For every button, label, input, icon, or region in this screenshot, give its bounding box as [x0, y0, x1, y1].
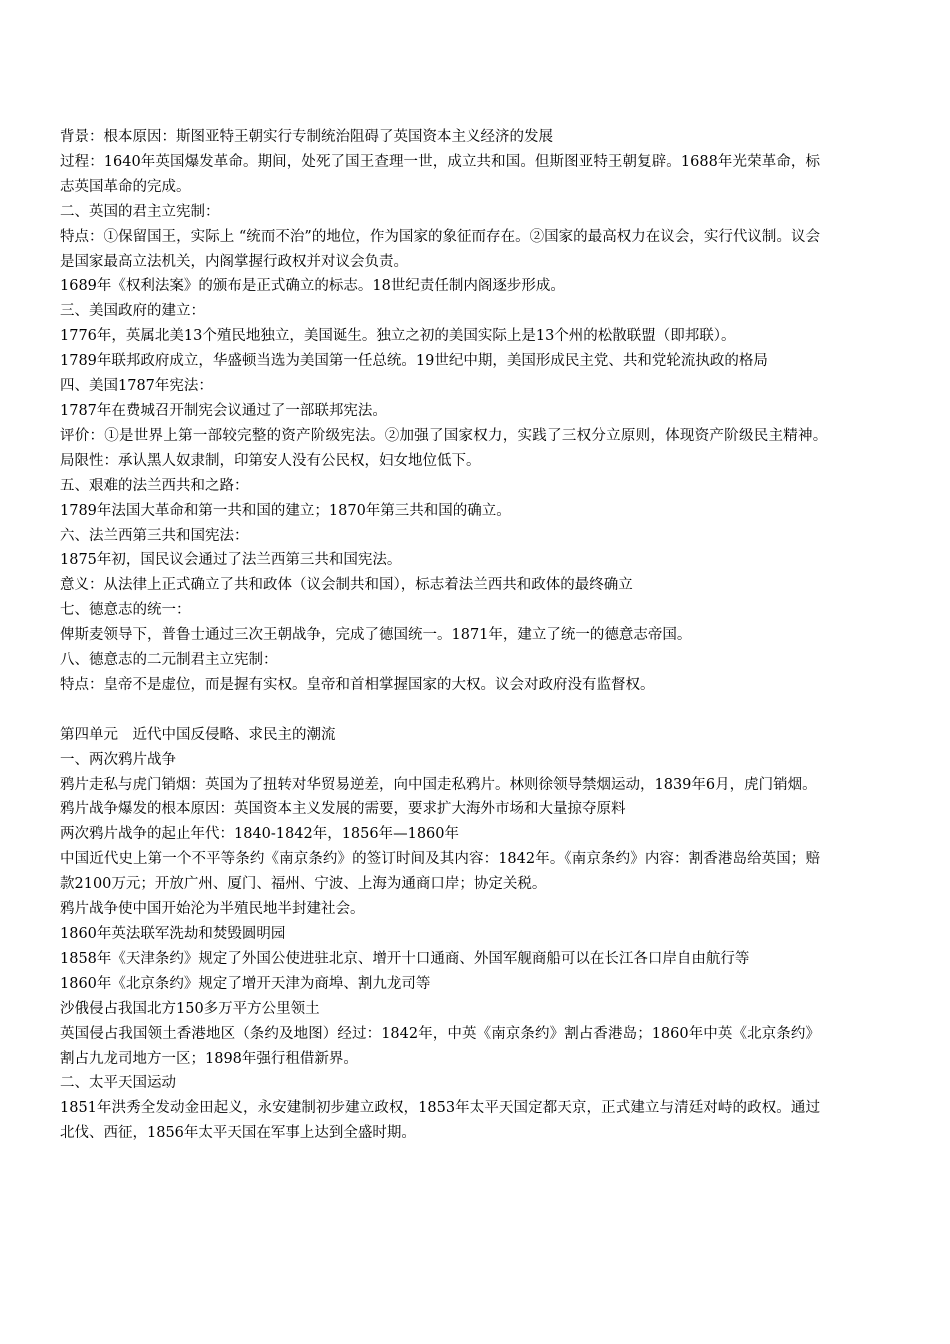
section-heading-german-unification: 七、德意志的统一： — [60, 602, 191, 619]
paragraph-process: 过程：1640年英国爆发革命。期间，处死了国王查理一世，成立共和国。但斯图亚特王朝复辟。1688年光荣革命，标志英国革命的完成。 — [60, 153, 820, 195]
paragraph-bismarck: 俾斯麦领导下，普鲁士通过三次王朝战争，完成了德国统一。1871年，建立了统一的德意志帝国。 — [60, 627, 692, 644]
paragraph-background: 背景：根本原因：斯图亚特王朝实行专制统治阻碍了英国资本主义经济的发展 — [60, 129, 553, 145]
paragraph-1875: 1875年初，国民议会通过了法兰西第三共和国宪法。 — [60, 552, 402, 569]
paragraph-evaluation: 评价：①是世界上第一部较完整的资产阶级宪法。②加强了国家权力，实践了三权分立原则，体现资产阶级民主精神。 局限性：承认黑人奴隶制，印第安人没有公民权，妇女地位低下。 — [60, 427, 835, 469]
section-heading-german-monarchy: 八、德意志的二元制君主立宪制： — [60, 652, 278, 669]
section-heading-opium-wars: 一、两次鸦片战争 — [60, 751, 176, 768]
paragraph-opium-smuggling: 鸦片走私与虎门销烟：英国为了扭转对华贸易逆差，向中国走私鸦片。林则徐领导禁烟运动，1839年6月，虎门销烟。 — [60, 776, 817, 793]
paragraph-us-federal: 1789年联邦政府成立，华盛顿当选为美国第一任总统。19世纪中期，美国形成民主党、共和党轮流执政的格局 — [60, 353, 768, 370]
section-heading-british-monarchy: 二、英国的君主立宪制： — [60, 203, 220, 220]
paragraph-taiping-movement: 1851年洪秀全发动金田起义，永安建制初步建立政权，1853年太平天国定都天京，正式建立与清廷对峙的政权。通过北伐、西征，1856年太平天国在军事上达到全盛时期。 — [60, 1100, 820, 1142]
paragraph-root-cause: 鸦片战争爆发的根本原因：英国资本主义发展的需要，要求扩大海外市场和大量掠夺原料 — [60, 801, 626, 818]
section-heading-french-constitution: 六、法兰西第三共和国宪法： — [60, 527, 249, 544]
paragraph-treaty-of-nanking: 中国近代史上第一个不平等条约《南京条约》的签订时间及其内容：1842年。《南京条约》内容：割香港岛给英国；赔款2100万元；开放广州、厦门、福州、宁波、上海为通商口岸；协定关税。 — [60, 851, 820, 893]
paragraph-bill-of-rights: 1689年《权利法案》的颁布是正式确立的标志。18世纪责任制内阁逐步形成。 — [60, 278, 565, 295]
paragraph-semi-colonial: 鸦片战争使中国开始沦为半殖民地半封建社会。 — [60, 901, 365, 918]
paragraph-convention-of-peking: 1860年《北京条约》规定了增开天津为商埠、割九龙司等 — [60, 975, 431, 992]
document-body — [60, 125, 835, 1146]
paragraph-hong-kong: 英国侵占我国领土香港地区（条约及地图）经过：1842年，中英《南京条约》割占香港岛；1860年中英《北京条约》割占九龙司地方一区；1898年强行租借新界。 — [60, 1025, 820, 1067]
paragraph-french-revolution: 1789年法国大革命和第一共和国的建立；1870年第三共和国的确立。 — [60, 502, 511, 519]
paragraph-philadelphia: 1787年在费城召开制宪会议通过了一部联邦宪法。 — [60, 402, 387, 419]
paragraph-us-independence: 1776年，英属北美13个殖民地独立，美国诞生。独立之初的美国实际上是13个州的松散联盟（即邦联）。 — [60, 328, 736, 345]
section-heading-us-constitution: 四、美国1787年宪法： — [60, 378, 213, 395]
paragraph-treaty-of-tianjin: 1858年《天津条约》规定了外国公使进驻北京、增开十口通商、外国军舰商船可以在长江各口岸自由航行等 — [60, 950, 750, 967]
paragraph-war-dates: 两次鸦片战争的起止年代：1840-1842年，1856年—1860年 — [60, 826, 460, 843]
section-heading-taiping: 二、太平天国运动 — [60, 1075, 176, 1092]
unit-heading: 第四单元 近代中国反侵略、求民主的潮流 — [60, 726, 336, 743]
section-heading-french-republic: 五、艰难的法兰西共和之路： — [60, 477, 249, 494]
section-heading-us-government: 三、美国政府的建立： — [60, 303, 205, 320]
paragraph-significance: 意义：从法律上正式确立了共和政体（议会制共和国），标志着法兰西共和政体的最终确立 — [60, 577, 633, 594]
paragraph-old-summer-palace: 1860年英法联军洗劫和焚毁圆明园 — [60, 925, 286, 942]
paragraph-british-features: 特点：①保留国王，实际上 “统而不治”的地位，作为国家的象征而存在。②国家的最高权力在议会，实行代议制。议会是国家最高立法机关，内阁掌握行政权并对议会负责。 — [60, 228, 820, 270]
blank-line — [60, 698, 820, 723]
paragraph-german-features: 特点：皇帝不是虚位，而是握有实权。皇帝和首相掌握国家的大权。议会对政府没有监督权。 — [60, 676, 655, 693]
paragraph-russian-occupation: 沙俄侵占我国北方150多万平方公里领土 — [60, 1000, 320, 1017]
